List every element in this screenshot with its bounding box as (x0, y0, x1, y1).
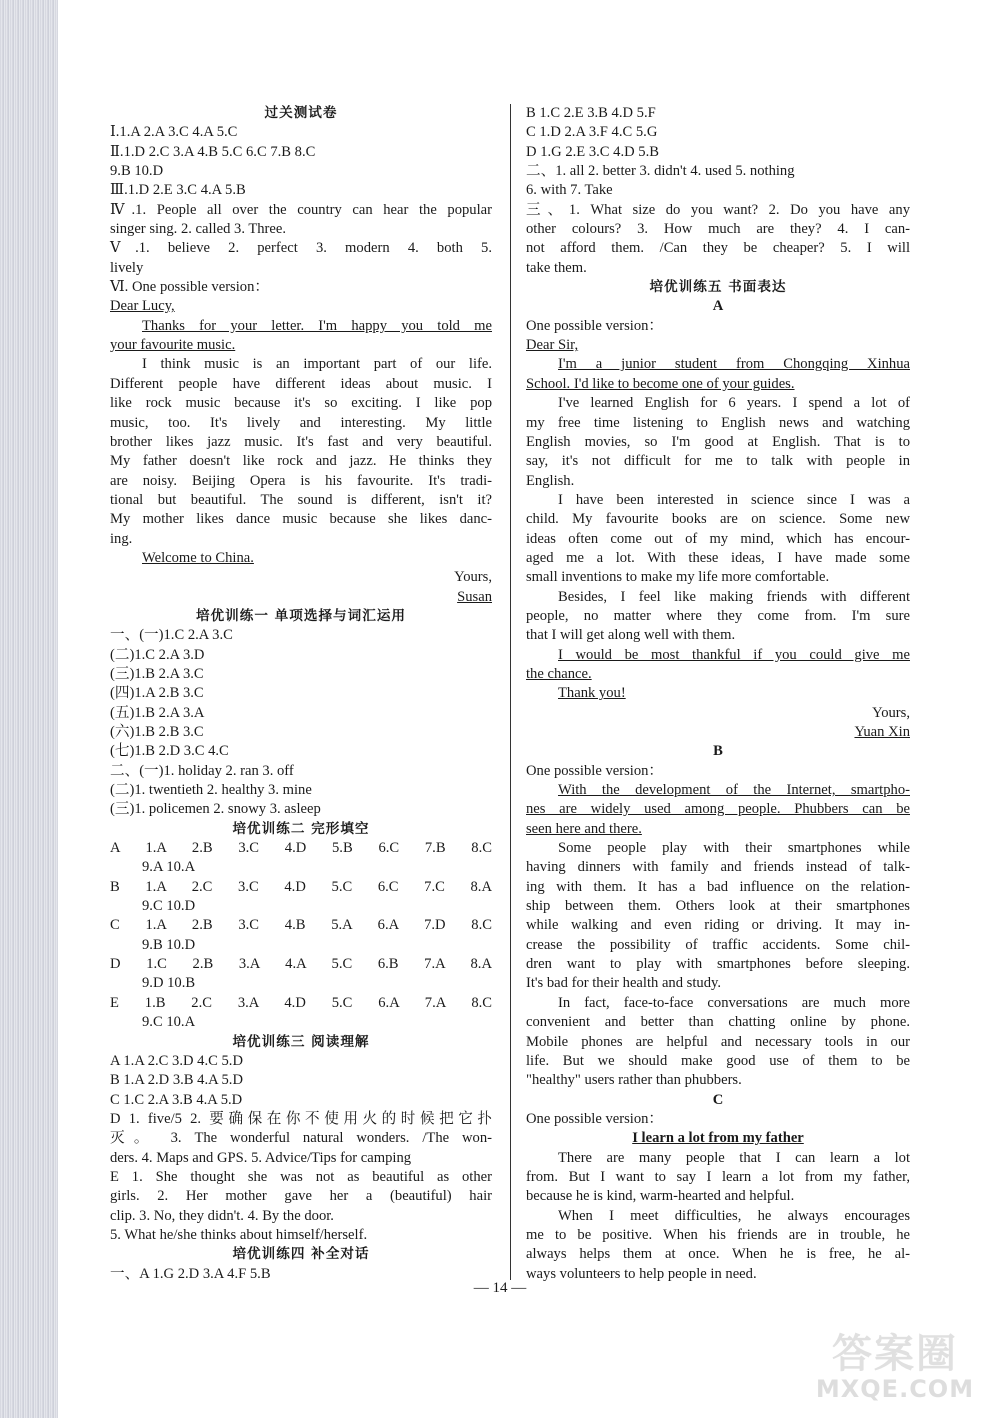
answer-line: My mother likes dance music because she likes danc- (110, 511, 492, 528)
underlined-text: Welcome to China. (142, 549, 254, 566)
underlined-text: Dear Sir, (526, 337, 579, 354)
answer-line: English. (526, 472, 575, 489)
watermark-logo-text: MXQE.COM (815, 1375, 975, 1403)
answer-line: (三)1. policemen 2. snowy 3. asleep (110, 801, 321, 818)
answer-line: English movies, so I'm good at English. That is to (526, 433, 910, 450)
answer-line: other colours? 3. How much are they? 4. I can- (526, 221, 910, 238)
answer-line: 二、1. all 2. better 3. didn't 4. used 5. nothing (526, 163, 795, 180)
answer-line: E 1.B 2.C 3.A 4.D 5.C 6.A 7.A 8.C (110, 994, 492, 1011)
underlined-text: I learn a lot from my father (632, 1130, 804, 1147)
answer-line: (七)1.B 2.D 3.C 4.C (110, 743, 229, 760)
answer-line: B 1.A 2.C 3.C 4.D 5.C 6.C 7.C 8.A (110, 878, 492, 895)
answer-line: ing with them. It has a bad influence on the relation- (526, 878, 910, 895)
answer-line: Mobile phones are helpful and necessary tools in our (526, 1033, 910, 1050)
answer-line: Ⅲ.1.D 2.E 3.C 4.A 5.B (110, 182, 246, 199)
answer-line: 9.B 10.D (142, 936, 196, 953)
answer-line: E 1. She thought she was not as beautiful as other (110, 1168, 492, 1185)
answer-line: say, it's not difficult for me to talk with people in (526, 453, 910, 470)
answer-line: Ⅳ.1. People all over the country can hear the popular (110, 201, 492, 218)
answer-line (526, 723, 910, 742)
underlined-text: the chance. (526, 665, 592, 682)
section-heading: 培优训练五 书面表达 (649, 279, 787, 296)
answer-line: 9.C 10.D (142, 898, 196, 915)
answer-line: not afford them. /Can they be cheaper? 5. I will (526, 240, 910, 257)
answer-line: singer sing. 2. called 3. Three. (110, 221, 287, 238)
answer-line: B 1.C 2.E 3.B 4.D 5.F (526, 105, 656, 121)
answer-line: child. My favourite books are on science. Some new (526, 511, 910, 528)
answer-line: 6. with 7. Take (526, 182, 613, 199)
answer-line: 9.A 10.A (142, 859, 196, 876)
answer-line: A 1.A 2.B 3.C 4.D 5.B 6.C 7.B 8.C (110, 840, 492, 857)
underlined-text: seen here and there. (526, 820, 642, 837)
answer-line: girls. 2. Her mother gave her a (beautiful) hair (110, 1188, 492, 1205)
answer-line: ways volunteers to help people in need. (526, 1265, 757, 1282)
underlined-text: Thank you! (558, 685, 626, 702)
page-binding-edge (0, 0, 58, 1418)
answer-line: Some people play with their smartphones while (558, 840, 910, 857)
answer-line: I have been interested in science since I was a (558, 491, 910, 508)
answer-line: 二、(一)1. holiday 2. ran 3. off (110, 762, 294, 779)
answer-line (110, 549, 492, 568)
page-number: — 14 — (473, 1280, 527, 1296)
answer-line: 5. What he/she thinks about himself/herself. (110, 1226, 368, 1243)
answer-line: In fact, face-to-face conversations are much more (558, 994, 910, 1011)
answer-line: C 1.D 2.A 3.F 4.C 5.G (526, 124, 658, 141)
answer-line: that I will get along well with them. (526, 627, 736, 644)
answer-line: Ⅰ.1.A 2.A 3.C 4.A 5.C (110, 124, 238, 141)
answer-line: lively (110, 259, 144, 276)
answer-line: I've learned English for 6 years. I spend a lot of (558, 395, 910, 412)
answer-line (526, 684, 910, 703)
answer-line: 9.B 10.D (110, 163, 164, 180)
answer-line: My father doesn't like rock and jazz. He thinks they (110, 453, 492, 470)
answer-line: while walking and even riding or driving. It may in- (526, 917, 910, 934)
answer-line: brother likes jazz music. It's fast and very beautiful. (110, 433, 492, 450)
answer-line: ing. (110, 530, 133, 547)
answer-column-right (526, 104, 910, 1284)
underlined-text: your favourite music. (110, 337, 236, 354)
section-heading: 培优训练三 阅读理解 (232, 1033, 370, 1050)
answer-line: 9.C 10.A (142, 1014, 196, 1031)
answer-line: because he is kind, warm-hearted and helpful. (526, 1188, 795, 1205)
answer-line: Ⅵ. One possible version： (110, 279, 269, 296)
answer-line: One possible version： (526, 317, 664, 334)
answer-line: me to be positive. When his friends are in trouble, he (526, 1226, 910, 1243)
underlined-text: With the development of the Internet, smartpho- (558, 782, 910, 799)
answer-line: Besides, I feel like making friends with different (558, 588, 910, 605)
answer-line: It's bad for their health and study. (526, 975, 721, 992)
answer-line: dren want to play with smartphones before sleeping. (526, 956, 910, 973)
answer-line: C 1.C 2.A 3.B 4.A 5.D (110, 1091, 243, 1108)
watermark-logo (810, 1332, 980, 1404)
answer-line: (六)1.B 2.B 3.C (110, 724, 204, 740)
section-heading: 培优训练一 单项选择与词汇运用 (195, 607, 407, 624)
answer-line (526, 375, 910, 394)
column-divider (510, 104, 511, 1280)
answer-line: my free time listening to English news and watching (526, 414, 910, 431)
answer-line: D 1.G 2.E 3.C 4.D 5.B (526, 143, 659, 160)
answer-line: When I meet difficulties, he always encourages (558, 1207, 910, 1224)
answer-line: always helps them at once. When he is free, he al- (526, 1246, 910, 1263)
answer-line (110, 336, 492, 355)
answer-line: tional but beautiful. The sound is different, isn't it? (110, 491, 492, 508)
answer-line: small inventions to make my life more comfortable. (526, 569, 830, 586)
answer-line: 一、A 1.G 2.D 3.A 4.F 5.B (110, 1265, 271, 1282)
section-heading: 过关测试卷 (264, 105, 338, 121)
underlined-text: Thanks for your letter. I'm happy you told me (142, 317, 492, 334)
answer-line: ideas often come out of my mind, which has encour- (526, 530, 910, 547)
underlined-text: School. I'd like to become one of your guides. (526, 375, 795, 392)
underlined-text: I'm a junior student from Chongqing Xinhua (558, 356, 910, 373)
answer-line: music, too. It's lively and interesting. My little (110, 414, 492, 431)
answer-line: take them. (526, 259, 587, 276)
answer-line (526, 820, 910, 839)
subsection-heading: C (712, 1091, 724, 1108)
answer-line: (三)1.B 2.A 3.C (110, 665, 204, 682)
answer-line: 灭。 3. The wonderful natural wonders. /The won- (110, 1130, 492, 1147)
answer-line (110, 317, 492, 336)
answer-line: One possible version： (526, 1110, 664, 1127)
underlined-text: Dear Lucy, (110, 298, 175, 315)
answer-line (526, 781, 910, 800)
underlined-text: Susan (457, 588, 492, 605)
answer-line: having dinners with family and friends instead of talk- (526, 859, 910, 876)
answer-line: Ⅴ.1. believe 2. perfect 3. modern 4. both 5. (110, 240, 492, 257)
answer-line: (二)1.C 2.A 3.D (110, 646, 205, 663)
answer-column-left (110, 104, 492, 1284)
answer-line (526, 355, 910, 374)
underlined-text: I would be most thankful if you could give me (558, 646, 910, 663)
answer-line: aged me a lot. With these ideas, I have made some (526, 549, 910, 566)
answer-line: 三、1. What size do you want? 2. Do you have any (526, 201, 910, 218)
answer-line: "healthy" users rather than phubbers. (526, 1072, 742, 1089)
answer-line: Different people have different ideas about music. I (110, 375, 492, 392)
answer-line: One possible version： (526, 762, 664, 779)
answer-line: clip. 3. No, they didn't. 4. By the door. (110, 1207, 334, 1224)
answer-line: There are many people that I can learn a lot (558, 1149, 910, 1166)
answer-line: convenient and better than chatting online by phone. (526, 1014, 910, 1031)
answer-line: (五)1.B 2.A 3.A (110, 704, 205, 721)
answer-line: I think music is an important part of our life. (142, 356, 492, 373)
subsection-heading: B (713, 743, 723, 760)
answer-line: B 1.A 2.D 3.B 4.A 5.D (110, 1072, 243, 1089)
answer-line: A 1.A 2.C 3.D 4.C 5.D (110, 1052, 243, 1069)
answer-line (526, 646, 910, 665)
answer-line: crease the possibility of traffic accidents. Some chil- (526, 936, 910, 953)
answer-line: people, no matter where they come from. I'm sure (526, 607, 910, 624)
answer-line (110, 588, 492, 607)
answer-line: Ⅱ.1.D 2.C 3.A 4.B 5.C 6.C 7.B 8.C (110, 143, 316, 160)
subsection-heading: A (712, 298, 724, 315)
answer-line: Yours, (454, 569, 492, 586)
section-heading: 培优训练二 完形填空 (232, 820, 370, 837)
answer-line (526, 800, 910, 819)
answer-line: 一、(一)1.C 2.A 3.C (110, 627, 233, 644)
answer-line: D 1. five/5 2. 要确保在你不使用火的时候把它扑 (110, 1110, 492, 1127)
answer-line: 9.D 10.B (142, 975, 196, 992)
answer-line: are noisy. Beijing Opera is his favourite. It's tradi- (110, 472, 492, 489)
watermark-logo-mark: 答案圈 (832, 1331, 958, 1377)
answer-line: like rock music because it's so exciting. I like pop (110, 395, 492, 412)
underlined-text: Yuan Xin (854, 724, 910, 740)
answer-line: from. But I want to say I learn a lot from my father, (526, 1168, 910, 1185)
answer-line: (四)1.A 2.B 3.C (110, 685, 204, 702)
answer-line (526, 336, 910, 355)
section-heading: 培优训练四 补全对话 (232, 1246, 370, 1263)
underlined-text: nes are widely used among people. Phubbers can be (526, 801, 910, 818)
answer-line (526, 665, 910, 684)
answer-line: ders. 4. Maps and GPS. 5. Advice/Tips for camping (110, 1149, 412, 1166)
answer-line: Yours, (872, 704, 910, 721)
answer-line: C 1.A 2.B 3.C 4.B 5.A 6.A 7.D 8.C (110, 917, 492, 934)
answer-line (526, 1129, 910, 1148)
answer-line: ship between them. Others look at their smartphones (526, 898, 910, 915)
answer-line: D 1.C 2.B 3.A 4.A 5.C 6.B 7.A 8.A (110, 956, 492, 973)
answer-line (110, 297, 492, 316)
answer-line: life. But we should make good use of them to be (526, 1052, 910, 1069)
answer-line: (二)1. twentieth 2. healthy 3. mine (110, 782, 312, 799)
